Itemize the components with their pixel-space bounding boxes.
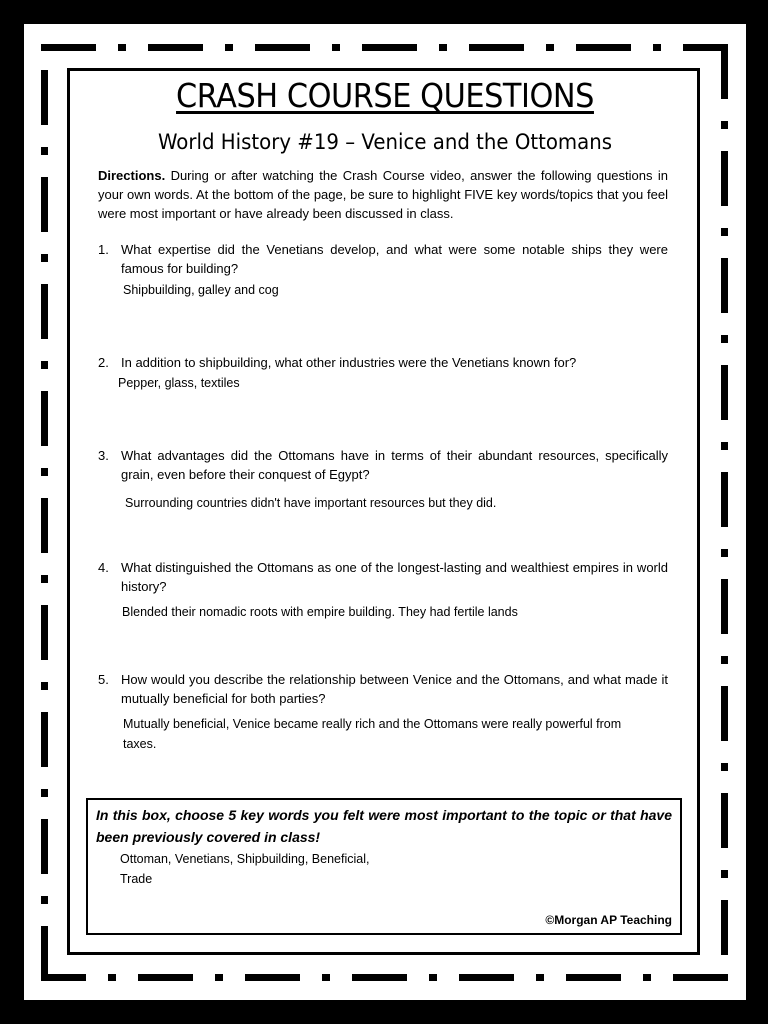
border-dash-bottom bbox=[566, 974, 621, 981]
page-title: CRASH COURSE QUESTIONS bbox=[176, 76, 594, 115]
border-dash-right bbox=[721, 151, 728, 206]
border-dash-left bbox=[41, 468, 48, 476]
border-dash-left bbox=[41, 70, 48, 125]
directions-text: During or after watching the Crash Course video, answer the following questions in your own words. At the bottom of the page, be sure to highlight FIVE key words/topics that you feel were most important or have already been discussed in class. bbox=[98, 168, 668, 221]
border-dash-left bbox=[41, 361, 48, 369]
border-dash-top bbox=[469, 44, 524, 51]
border-dash-top bbox=[439, 44, 447, 51]
key-words-prompt: In this box, choose 5 key words you felt were most important to the topic or that have been previously covered in class! bbox=[96, 807, 672, 845]
copyright-notice: ©Morgan AP Teaching bbox=[545, 913, 672, 927]
border-dash-bottom bbox=[48, 974, 86, 981]
border-dash-right bbox=[721, 686, 728, 741]
border-dash-right bbox=[721, 121, 728, 129]
border-dash-right bbox=[721, 793, 728, 848]
answer-4: Blended their nomadic roots with empire building. They had fertile lands bbox=[122, 605, 518, 619]
border-dash-bottom bbox=[459, 974, 514, 981]
border-dash-bottom bbox=[108, 974, 116, 981]
directions-label: Directions. bbox=[98, 168, 166, 183]
border-dash-right bbox=[721, 472, 728, 527]
border-dash-bottom bbox=[352, 974, 407, 981]
border-dash-left bbox=[41, 682, 48, 690]
border-dash-left bbox=[41, 712, 48, 767]
border-dash-bottom bbox=[673, 974, 728, 981]
border-dash-right bbox=[721, 870, 728, 878]
directions bbox=[98, 166, 668, 223]
border-dash-left bbox=[41, 284, 48, 339]
border-dash-top bbox=[148, 44, 203, 51]
border-dash-right bbox=[721, 442, 728, 450]
border-dash-left bbox=[41, 498, 48, 553]
border-dash-left bbox=[41, 605, 48, 660]
border-dash-right bbox=[721, 900, 728, 955]
question-number: 5. bbox=[98, 672, 109, 687]
question-1 bbox=[98, 240, 668, 278]
border-dash-right bbox=[721, 258, 728, 313]
question-text: In addition to shipbuilding, what other industries were the Venetians known for? bbox=[121, 355, 577, 370]
border-dash-bottom bbox=[429, 974, 437, 981]
border-dash-right bbox=[721, 763, 728, 771]
border-dash-top bbox=[546, 44, 554, 51]
border-dash-top bbox=[225, 44, 233, 51]
border-dash-bottom bbox=[215, 974, 223, 981]
border-dash-bottom bbox=[138, 974, 193, 981]
border-dash-left bbox=[41, 926, 48, 981]
question-text: What distinguished the Ottomans as one of the longest-lasting and wealthiest empires in world history? bbox=[121, 560, 668, 594]
border-dash-top bbox=[362, 44, 417, 51]
border-dash-right bbox=[721, 44, 728, 99]
border-dash-left bbox=[41, 575, 48, 583]
border-dash-bottom bbox=[643, 974, 651, 981]
question-4 bbox=[98, 558, 668, 596]
question-5 bbox=[98, 670, 668, 708]
question-3 bbox=[98, 446, 668, 484]
border-dash-top bbox=[255, 44, 310, 51]
answer-3: Surrounding countries didn't have important resources but they did. bbox=[125, 496, 497, 510]
question-text: How would you describe the relationship between Venice and the Ottomans, and what made it mutually beneficial for both parties? bbox=[121, 672, 668, 706]
key-words-answer-line-1: Ottoman, Venetians, Shipbuilding, Beneficial, bbox=[120, 852, 370, 866]
question-2 bbox=[98, 353, 668, 372]
question-number: 2. bbox=[98, 355, 109, 370]
border-dash-top bbox=[576, 44, 631, 51]
border-dash-top bbox=[332, 44, 340, 51]
border-dash-right bbox=[721, 365, 728, 420]
border-dash-top bbox=[653, 44, 661, 51]
key-words-answer-line-2: Trade bbox=[120, 872, 153, 886]
border-dash-right bbox=[721, 579, 728, 634]
question-text: What expertise did the Venetians develop, and what were some notable ships they were famous for building? bbox=[121, 242, 668, 276]
border-dash-bottom bbox=[536, 974, 544, 981]
border-dash-right bbox=[721, 335, 728, 343]
border-dash-top bbox=[41, 44, 96, 51]
border-dash-top bbox=[683, 44, 721, 51]
border-dash-left bbox=[41, 789, 48, 797]
border-dash-top bbox=[118, 44, 126, 51]
question-number: 4. bbox=[98, 560, 109, 575]
border-dash-left bbox=[41, 177, 48, 232]
answer-5-line-2: taxes. bbox=[123, 737, 157, 751]
border-dash-right bbox=[721, 656, 728, 664]
answer-5-line-1: Mutually beneficial, Venice became really rich and the Ottomans were really powerful from bbox=[123, 717, 622, 731]
border-dash-left bbox=[41, 819, 48, 874]
border-dash-right bbox=[721, 228, 728, 236]
key-words-box bbox=[86, 798, 682, 935]
border-dash-bottom bbox=[322, 974, 330, 981]
border-dash-left bbox=[41, 896, 48, 904]
answer-2: Pepper, glass, textiles bbox=[118, 376, 240, 390]
border-dash-left bbox=[41, 391, 48, 446]
border-dash-right bbox=[721, 549, 728, 557]
question-number: 1. bbox=[98, 242, 109, 257]
question-number: 3. bbox=[98, 448, 109, 463]
answer-1: Shipbuilding, galley and cog bbox=[123, 283, 279, 297]
question-text: What advantages did the Ottomans have in terms of their abundant resources, specifically grain, even before their conquest of Egypt? bbox=[121, 448, 668, 482]
page-subtitle: World History #19 – Venice and the Ottomans bbox=[157, 130, 613, 154]
worksheet-page bbox=[24, 24, 746, 1000]
border-dash-bottom bbox=[245, 974, 300, 981]
border-dash-left bbox=[41, 254, 48, 262]
